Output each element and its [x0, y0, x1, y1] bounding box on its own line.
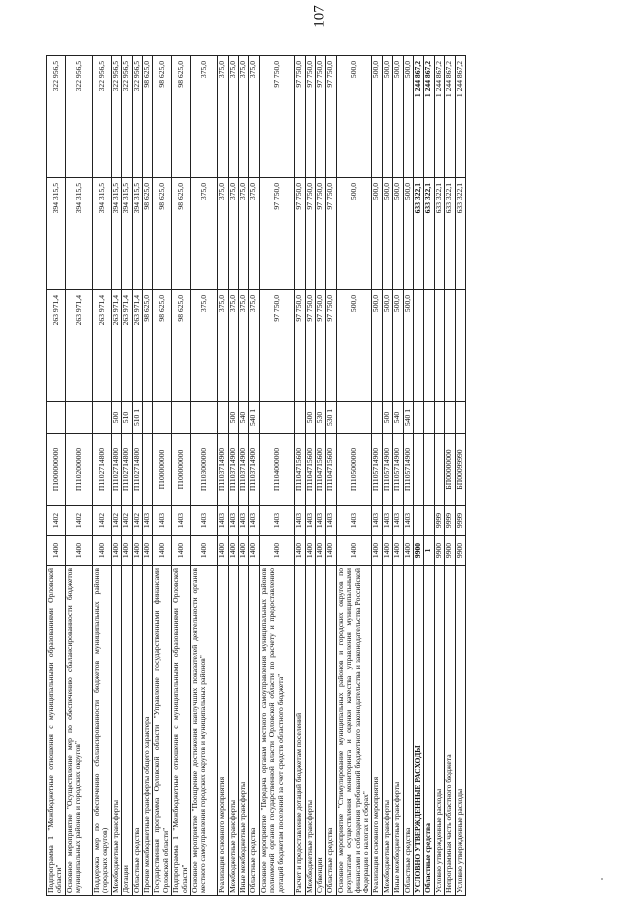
cell-y2: 633 322,1 — [414, 178, 424, 290]
cell-subsection: 9999 — [455, 506, 465, 536]
cell-subsection: 1403 — [228, 506, 238, 536]
cell-name: Основное мероприятие "Передача органам местного самоуправления муниципальных районов полномочий органов государственной власти Орловской области по расчету и предоставлению дотаций бюджетам поселений за счет средств областного бюджета" — [259, 566, 295, 896]
cell-subsection: 9999 — [445, 506, 455, 536]
cell-section: 1400 — [92, 536, 111, 566]
cell-name: Межбюджетные трансферты — [228, 566, 238, 896]
table-row — [172, 56, 191, 896]
cell-name: Областные средства — [326, 566, 336, 896]
cell-y3: 1 244 867,2 — [424, 56, 434, 178]
cell-y1: 97 750,0 — [316, 290, 326, 402]
cell-subsection: 1403 — [238, 506, 248, 536]
cell-section: 1400 — [218, 536, 228, 566]
cell-y3: 375,0 — [249, 56, 259, 178]
cell-y3: 375,0 — [228, 56, 238, 178]
cell-section: 1400 — [142, 536, 152, 566]
cell-y1: 97 750,0 — [295, 290, 305, 402]
budget-table-rotated — [46, 56, 594, 896]
cell-section: 1400 — [295, 536, 305, 566]
cell-y3: 97 750,0 — [326, 56, 336, 178]
cell-y3: 98 625,0 — [142, 56, 152, 178]
cell-y2: 500,0 — [336, 178, 372, 290]
cell-y1: 500,0 — [393, 290, 403, 402]
cell-kind — [455, 402, 465, 434]
cell-y3: 97 750,0 — [295, 56, 305, 178]
table-row — [403, 56, 413, 896]
cell-subsection: 1403 — [190, 506, 217, 536]
cell-y2: 97 750,0 — [259, 178, 295, 290]
cell-y3: 97 750,0 — [305, 56, 315, 178]
cell-y3: 375,0 — [218, 56, 228, 178]
cell-subsection: 1403 — [336, 506, 372, 536]
cell-section: 9900 — [434, 536, 444, 566]
cell-y2: 375,0 — [218, 178, 228, 290]
cell-y3: 97 750,0 — [259, 56, 295, 178]
cell-y2: 98 625,0 — [142, 178, 152, 290]
cell-target: П1105000000 — [336, 434, 372, 506]
cell-y2: 97 750,0 — [295, 178, 305, 290]
table-row — [316, 56, 326, 896]
cell-y1: 263 971,4 — [111, 290, 121, 402]
cell-section: 1400 — [190, 536, 217, 566]
cell-target: П1000000000 — [47, 434, 66, 506]
table-row — [295, 56, 305, 896]
cell-subsection: 1403 — [172, 506, 191, 536]
cell-section: 1400 — [316, 536, 326, 566]
cell-kind — [372, 402, 382, 434]
cell-y2: 375,0 — [238, 178, 248, 290]
cell-name: Областные средства — [424, 566, 434, 896]
table-row — [153, 56, 172, 896]
cell-section: 1400 — [122, 536, 132, 566]
cell-target: П1105714900 — [403, 434, 413, 506]
cell-kind: 510 — [122, 402, 132, 434]
table-row — [382, 56, 392, 896]
table-row — [336, 56, 372, 896]
cell-kind — [445, 402, 455, 434]
cell-name: Иные межбюджетные трансферты — [393, 566, 403, 896]
cell-subsection: 1402 — [122, 506, 132, 536]
cell-kind — [153, 402, 172, 434]
cell-target: БП00099990 — [455, 434, 465, 506]
cell-subsection: 1403 — [326, 506, 336, 536]
cell-y1: 263 971,4 — [47, 290, 66, 402]
table-body — [47, 56, 466, 896]
cell-y2: 97 750,0 — [316, 178, 326, 290]
cell-target: П1104000000 — [259, 434, 295, 506]
cell-section: 1400 — [382, 536, 392, 566]
cell-subsection: 1402 — [132, 506, 142, 536]
cell-target — [434, 434, 444, 506]
cell-name: Межбюджетные трансферты — [382, 566, 392, 896]
table-row — [92, 56, 111, 896]
cell-name: Расчет и предоставление дотаций бюджетам поселений — [295, 566, 305, 896]
cell-subsection — [424, 506, 434, 536]
cell-kind — [47, 402, 66, 434]
cell-name: Условно утвержденные расходы — [455, 566, 465, 896]
cell-y1: 97 750,0 — [326, 290, 336, 402]
cell-y1: 263 971,4 — [92, 290, 111, 402]
table-row — [47, 56, 66, 896]
cell-section: 1400 — [153, 536, 172, 566]
table-row — [445, 56, 455, 896]
cell-name: Реализация основного мероприятия — [372, 566, 382, 896]
table-row — [111, 56, 121, 896]
cell-kind — [172, 402, 191, 434]
cell-section: 1400 — [372, 536, 382, 566]
table-row — [249, 56, 259, 896]
cell-name: Подпрограмма 1 "Межбюджетные отношения с муниципальными образованиями Орловской области" — [47, 566, 66, 896]
cell-subsection: 1403 — [305, 506, 315, 536]
cell-target: П1104715600 — [295, 434, 305, 506]
cell-y1: 375,0 — [249, 290, 259, 402]
cell-subsection: 1402 — [111, 506, 121, 536]
cell-section: 1400 — [393, 536, 403, 566]
cell-y2: 394 315,5 — [122, 178, 132, 290]
cell-kind: 510 1 — [132, 402, 142, 434]
cell-y1 — [414, 290, 424, 402]
cell-subsection: 1403 — [153, 506, 172, 536]
cell-target: П1105714900 — [382, 434, 392, 506]
cell-y2: 97 750,0 — [326, 178, 336, 290]
cell-target: П1103714900 — [238, 434, 248, 506]
cell-name: Реализация основного мероприятия — [218, 566, 228, 896]
cell-y3: 375,0 — [238, 56, 248, 178]
table-row — [393, 56, 403, 896]
cell-kind — [434, 402, 444, 434]
table-row — [218, 56, 228, 896]
cell-kind — [336, 402, 372, 434]
cell-subsection: 1402 — [92, 506, 111, 536]
cell-y1: 98 625,0 — [153, 290, 172, 402]
cell-kind — [414, 402, 424, 434]
cell-y2: 98 625,0 — [153, 178, 172, 290]
cell-target: П1103000000 — [190, 434, 217, 506]
cell-y3: 98 625,0 — [172, 56, 191, 178]
cell-target: П1103714900 — [249, 434, 259, 506]
cell-section: 1400 — [172, 536, 191, 566]
table-row — [326, 56, 336, 896]
table-row — [372, 56, 382, 896]
cell-section: 9900 — [414, 536, 424, 566]
cell-y2: 500,0 — [382, 178, 392, 290]
cell-kind: 500 — [382, 402, 392, 434]
cell-name: Подпрограмма 1 "Межбюджетные отношения с муниципальными образованиями Орловской области" — [172, 566, 191, 896]
cell-name: Субвенции — [316, 566, 326, 896]
cell-y3: 322 956,5 — [122, 56, 132, 178]
cell-section: 1400 — [249, 536, 259, 566]
cell-y1: 500,0 — [372, 290, 382, 402]
cell-y2: 375,0 — [228, 178, 238, 290]
cell-target: БП00000000 — [445, 434, 455, 506]
cell-y3: 322 956,5 — [65, 56, 92, 178]
cell-y2: 633 322,1 — [455, 178, 465, 290]
cell-y3: 322 956,5 — [111, 56, 121, 178]
cell-subsection: 9999 — [434, 506, 444, 536]
cell-y1 — [434, 290, 444, 402]
cell-y2: 375,0 — [249, 178, 259, 290]
cell-subsection: 1403 — [295, 506, 305, 536]
cell-section: 1400 — [65, 536, 92, 566]
cell-kind — [190, 402, 217, 434]
cell-name: Государственная программа Орловской области "Управление государственными финансами Орловской области" — [153, 566, 172, 896]
cell-target: П1105714900 — [393, 434, 403, 506]
cell-name: УСЛОВНО УТВЕРЖДЕННЫЕ РАСХОДЫ — [414, 566, 424, 896]
cell-y3: 1 244 867,2 — [434, 56, 444, 178]
cell-target — [414, 434, 424, 506]
cell-target: П1102000000 — [65, 434, 92, 506]
cell-subsection: 1403 — [372, 506, 382, 536]
cell-target: П1104715600 — [326, 434, 336, 506]
cell-y2: 98 625,0 — [172, 178, 191, 290]
cell-y1: 97 750,0 — [259, 290, 295, 402]
cell-section: 1400 — [132, 536, 142, 566]
cell-kind — [65, 402, 92, 434]
cell-y3: 375,0 — [190, 56, 217, 178]
cell-subsection: 1402 — [47, 506, 66, 536]
cell-y2: 394 315,5 — [132, 178, 142, 290]
cell-section: 9900 — [455, 536, 465, 566]
cell-section: 1400 — [403, 536, 413, 566]
cell-y1: 263 971,4 — [122, 290, 132, 402]
cell-subsection: 1403 — [316, 506, 326, 536]
table-row — [122, 56, 132, 896]
cell-target: П1102714800 — [92, 434, 111, 506]
cell-y3: 1 244 867,2 — [445, 56, 455, 178]
cell-y1 — [445, 290, 455, 402]
cell-name: Поддержка мер по обеспечению сбалансированности бюджетов муниципальных районов (городских округов) — [92, 566, 111, 896]
cell-y3: 98 625,0 — [153, 56, 172, 178]
table-row — [132, 56, 142, 896]
cell-section: 1400 — [111, 536, 121, 566]
cell-y1: 375,0 — [218, 290, 228, 402]
cell-name: Межбюджетные трансферты — [305, 566, 315, 896]
cell-kind: 530 — [316, 402, 326, 434]
cell-y2: 633 322,1 — [434, 178, 444, 290]
budget-table — [46, 55, 466, 896]
cell-kind — [295, 402, 305, 434]
cell-name: Основное мероприятие "Стимулирование муниципальных районов и городских округов по результатам осуществления мониторинга и оценки качества управления муниципальными финансами и соблюдения требований бюджетного законодательства и законодательства Российской Федерации о налогах и сборах" — [336, 566, 372, 896]
cell-kind: 530 1 — [326, 402, 336, 434]
cell-kind: 540 — [238, 402, 248, 434]
cell-kind — [142, 402, 152, 434]
cell-y3: 500,0 — [336, 56, 372, 178]
cell-section: 1400 — [238, 536, 248, 566]
cell-target: П1104715600 — [316, 434, 326, 506]
cell-y1: 500,0 — [403, 290, 413, 402]
cell-y3: 1 244 867,2 — [455, 56, 465, 178]
cell-y3: 322 956,5 — [132, 56, 142, 178]
cell-y1: 97 750,0 — [305, 290, 315, 402]
cell-y2: 394 315,5 — [92, 178, 111, 290]
cell-y3: 1 244 867,2 — [414, 56, 424, 178]
cell-y1: 375,0 — [228, 290, 238, 402]
cell-target: П1102714800 — [122, 434, 132, 506]
cell-subsection: 1403 — [259, 506, 295, 536]
cell-y1: 375,0 — [190, 290, 217, 402]
cell-y1: 98 625,0 — [172, 290, 191, 402]
table-row — [228, 56, 238, 896]
cell-kind: 500 — [111, 402, 121, 434]
scan-speck — [601, 878, 603, 880]
table-row — [424, 56, 434, 896]
table-row — [65, 56, 92, 896]
cell-name: Непрограммная часть областного бюджета — [445, 566, 455, 896]
cell-subsection: 1403 — [218, 506, 228, 536]
cell-y3: 322 956,5 — [47, 56, 66, 178]
cell-target: П100000000 — [153, 434, 172, 506]
cell-y1: 500,0 — [382, 290, 392, 402]
cell-name: Областные средства — [132, 566, 142, 896]
cell-target — [142, 434, 152, 506]
cell-name: Иные межбюджетные трансферты — [238, 566, 248, 896]
cell-y2: 500,0 — [393, 178, 403, 290]
cell-subsection — [414, 506, 424, 536]
table-row — [259, 56, 295, 896]
cell-y1: 500,0 — [336, 290, 372, 402]
cell-y2: 394 315,5 — [111, 178, 121, 290]
cell-target: П1102714800 — [111, 434, 121, 506]
table-row — [414, 56, 424, 896]
table-row — [238, 56, 248, 896]
cell-subsection: 1403 — [403, 506, 413, 536]
cell-subsection: 1403 — [393, 506, 403, 536]
cell-target: П1104715600 — [305, 434, 315, 506]
cell-name: Областные средства — [249, 566, 259, 896]
cell-kind — [424, 402, 434, 434]
cell-y2: 633 322,1 — [424, 178, 434, 290]
cell-section: 1400 — [228, 536, 238, 566]
cell-section: 1400 — [326, 536, 336, 566]
cell-y3: 322 956,5 — [92, 56, 111, 178]
cell-name: Дотации — [122, 566, 132, 896]
cell-y1: 263 971,4 — [132, 290, 142, 402]
cell-target: П1102714800 — [132, 434, 142, 506]
cell-kind — [259, 402, 295, 434]
cell-y2: 633 322,1 — [445, 178, 455, 290]
cell-name: Основное мероприятие "Осуществление мер по обеспечению сбалансированности бюджетов муниципальных районов и городских округов" — [65, 566, 92, 896]
cell-target: П1103714900 — [228, 434, 238, 506]
cell-y2: 394 315,5 — [47, 178, 66, 290]
cell-y3: 97 750,0 — [316, 56, 326, 178]
cell-target — [424, 434, 434, 506]
cell-kind: 540 1 — [403, 402, 413, 434]
table-row — [190, 56, 217, 896]
cell-name: Прочие межбюджетные трансферты общего характера — [142, 566, 152, 896]
cell-y1: 375,0 — [238, 290, 248, 402]
cell-subsection: 1403 — [382, 506, 392, 536]
cell-kind — [92, 402, 111, 434]
cell-section: 1400 — [336, 536, 372, 566]
cell-subsection: 1403 — [249, 506, 259, 536]
table-row — [434, 56, 444, 896]
cell-section: 1400 — [259, 536, 295, 566]
cell-section: 1400 — [305, 536, 315, 566]
cell-target: П1103714900 — [218, 434, 228, 506]
table-row — [455, 56, 465, 896]
cell-name: Основное мероприятие "Поощрение достижения наилучших показателей деятельности органов местного самоуправления городских округов и муниципальных районов" — [190, 566, 217, 896]
cell-y3: 500,0 — [393, 56, 403, 178]
cell-y3: 500,0 — [372, 56, 382, 178]
cell-subsection: 1402 — [65, 506, 92, 536]
cell-y3: 500,0 — [382, 56, 392, 178]
cell-kind — [218, 402, 228, 434]
cell-y2: 97 750,0 — [305, 178, 315, 290]
page-number: 107 — [311, 5, 328, 28]
cell-kind: 540 — [393, 402, 403, 434]
cell-y2: 500,0 — [372, 178, 382, 290]
cell-name: Условно утвержденные расходы — [434, 566, 444, 896]
table-row — [142, 56, 152, 896]
cell-kind: 500 — [305, 402, 315, 434]
cell-subsection: 1403 — [142, 506, 152, 536]
cell-target: П100000000 — [172, 434, 191, 506]
cell-name: Областные средства — [403, 566, 413, 896]
cell-name: Межбюджетные трансферты — [111, 566, 121, 896]
cell-y3: 500,0 — [403, 56, 413, 178]
cell-y2: 500,0 — [403, 178, 413, 290]
cell-target: П1105714900 — [372, 434, 382, 506]
cell-section: 1400 — [47, 536, 66, 566]
cell-y2: 394 315,5 — [65, 178, 92, 290]
table-row — [305, 56, 315, 896]
cell-y1: 98 625,0 — [142, 290, 152, 402]
cell-kind: 500 — [228, 402, 238, 434]
cell-y1 — [424, 290, 434, 402]
cell-section: 9900 — [445, 536, 455, 566]
cell-section: 1 — [424, 536, 434, 566]
cell-kind: 540 1 — [249, 402, 259, 434]
cell-y1: 263 971,4 — [65, 290, 92, 402]
cell-y2: 375,0 — [190, 178, 217, 290]
cell-y1 — [455, 290, 465, 402]
